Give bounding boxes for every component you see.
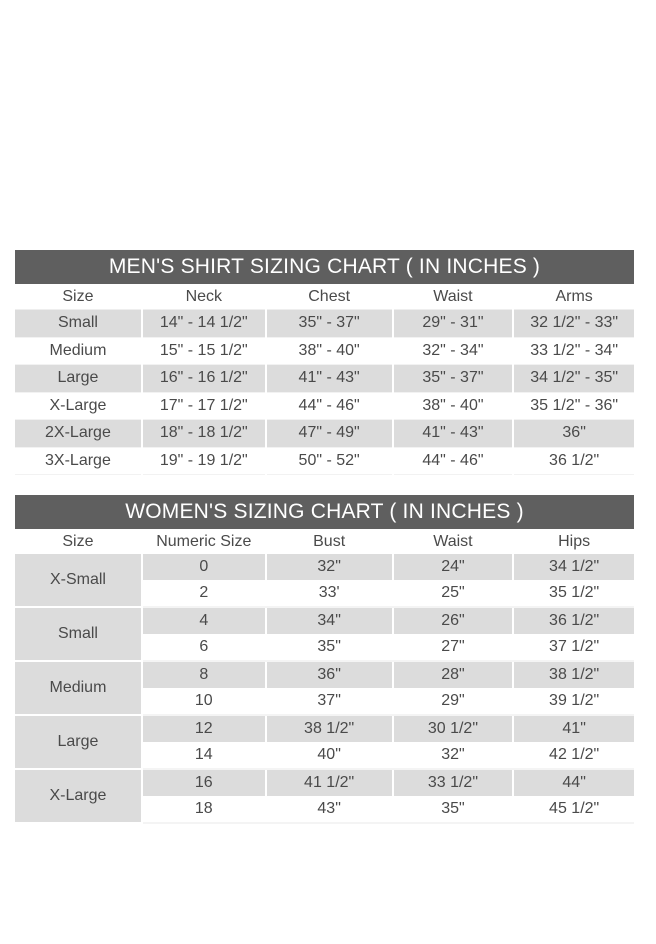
table-row — [15, 607, 634, 634]
table-cell: 8 — [142, 661, 266, 688]
table-cell: 34 1/2" — [513, 554, 634, 580]
table-row — [15, 365, 634, 393]
table-cell: 26" — [393, 607, 514, 634]
table-cell: 37 1/2" — [513, 634, 634, 661]
womens-sizing-table — [15, 529, 634, 824]
table-cell: 10 — [142, 688, 266, 715]
table-cell: 43" — [266, 796, 393, 823]
table-cell: 6 — [142, 634, 266, 661]
column-header: Hips — [513, 529, 634, 554]
table-cell: 27" — [393, 634, 514, 661]
size-group-cell: Medium — [15, 661, 142, 715]
mens-chart-title: MEN'S SHIRT SIZING CHART ( IN INCHES ) — [15, 250, 634, 284]
table-cell: 15" - 15 1/2" — [142, 337, 266, 365]
size-cell: X-Large — [15, 392, 142, 420]
table-cell: 41 1/2" — [266, 769, 393, 796]
table-cell: 35" — [393, 796, 514, 823]
table-cell: 12 — [142, 715, 266, 742]
table-cell: 2 — [142, 580, 266, 607]
table-cell: 45 1/2" — [513, 796, 634, 823]
table-cell: 40" — [266, 742, 393, 769]
column-header: Chest — [266, 284, 393, 310]
mens-sizing-table — [15, 284, 634, 475]
table-cell: 36" — [266, 661, 393, 688]
column-header: Bust — [266, 529, 393, 554]
table-cell: 38" - 40" — [393, 392, 514, 420]
table-cell: 24" — [393, 554, 514, 580]
table-row — [15, 392, 634, 420]
size-cell: 2X-Large — [15, 420, 142, 448]
table-cell: 50" - 52" — [266, 447, 393, 475]
table-row — [15, 554, 634, 580]
table-row — [15, 310, 634, 338]
table-cell: 0 — [142, 554, 266, 580]
table-row — [15, 661, 634, 688]
column-header: Size — [15, 284, 142, 310]
table-cell: 33 1/2" — [393, 769, 514, 796]
table-cell: 36 1/2" — [513, 447, 634, 475]
table-cell: 29" — [393, 688, 514, 715]
table-cell: 33 1/2" - 34" — [513, 337, 634, 365]
table-cell: 35" - 37" — [393, 365, 514, 393]
column-header: Neck — [142, 284, 266, 310]
table-cell: 41" - 43" — [393, 420, 514, 448]
table-cell: 39 1/2" — [513, 688, 634, 715]
table-cell: 35 1/2" - 36" — [513, 392, 634, 420]
mens-header-row — [15, 284, 634, 310]
table-cell: 41" - 43" — [266, 365, 393, 393]
table-cell: 34 1/2" - 35" — [513, 365, 634, 393]
table-row — [15, 420, 634, 448]
size-cell: 3X-Large — [15, 447, 142, 475]
table-cell: 19" - 19 1/2" — [142, 447, 266, 475]
size-group-cell: X-Large — [15, 769, 142, 823]
table-cell: 38" - 40" — [266, 337, 393, 365]
table-row — [15, 337, 634, 365]
table-cell: 36" — [513, 420, 634, 448]
table-cell: 36 1/2" — [513, 607, 634, 634]
table-cell: 38 1/2" — [266, 715, 393, 742]
size-group-cell: Small — [15, 607, 142, 661]
table-cell: 38 1/2" — [513, 661, 634, 688]
column-header: Size — [15, 529, 142, 554]
size-cell: Medium — [15, 337, 142, 365]
table-cell: 16 — [142, 769, 266, 796]
table-cell: 18" - 18 1/2" — [142, 420, 266, 448]
table-cell: 25" — [393, 580, 514, 607]
table-cell: 44" - 46" — [266, 392, 393, 420]
column-header: Waist — [393, 284, 514, 310]
size-cell: Large — [15, 365, 142, 393]
womens-sizing-chart — [15, 495, 634, 824]
table-cell: 44" — [513, 769, 634, 796]
table-cell: 32" - 34" — [393, 337, 514, 365]
table-cell: 14" - 14 1/2" — [142, 310, 266, 338]
table-cell: 29" - 31" — [393, 310, 514, 338]
table-row — [15, 769, 634, 796]
table-cell: 41" — [513, 715, 634, 742]
table-cell: 34" — [266, 607, 393, 634]
table-cell: 28" — [393, 661, 514, 688]
table-cell: 42 1/2" — [513, 742, 634, 769]
mens-sizing-chart — [15, 250, 634, 475]
table-cell: 37" — [266, 688, 393, 715]
table-cell: 44" - 46" — [393, 447, 514, 475]
table-cell: 18 — [142, 796, 266, 823]
table-cell: 33' — [266, 580, 393, 607]
table-cell: 14 — [142, 742, 266, 769]
column-header: Numeric Size — [142, 529, 266, 554]
table-row — [15, 715, 634, 742]
size-group-cell: Large — [15, 715, 142, 769]
table-cell: 47" - 49" — [266, 420, 393, 448]
size-group-cell: X-Small — [15, 554, 142, 607]
column-header: Waist — [393, 529, 514, 554]
womens-header-row — [15, 529, 634, 554]
table-cell: 35" — [266, 634, 393, 661]
column-header: Arms — [513, 284, 634, 310]
table-row — [15, 447, 634, 475]
table-cell: 17" - 17 1/2" — [142, 392, 266, 420]
table-cell: 32" — [393, 742, 514, 769]
table-cell: 35 1/2" — [513, 580, 634, 607]
table-cell: 16" - 16 1/2" — [142, 365, 266, 393]
table-cell: 32" — [266, 554, 393, 580]
table-cell: 35" - 37" — [266, 310, 393, 338]
table-cell: 30 1/2" — [393, 715, 514, 742]
womens-chart-title: WOMEN'S SIZING CHART ( IN INCHES ) — [15, 495, 634, 529]
size-cell: Small — [15, 310, 142, 338]
table-cell: 4 — [142, 607, 266, 634]
table-cell: 32 1/2" - 33" — [513, 310, 634, 338]
